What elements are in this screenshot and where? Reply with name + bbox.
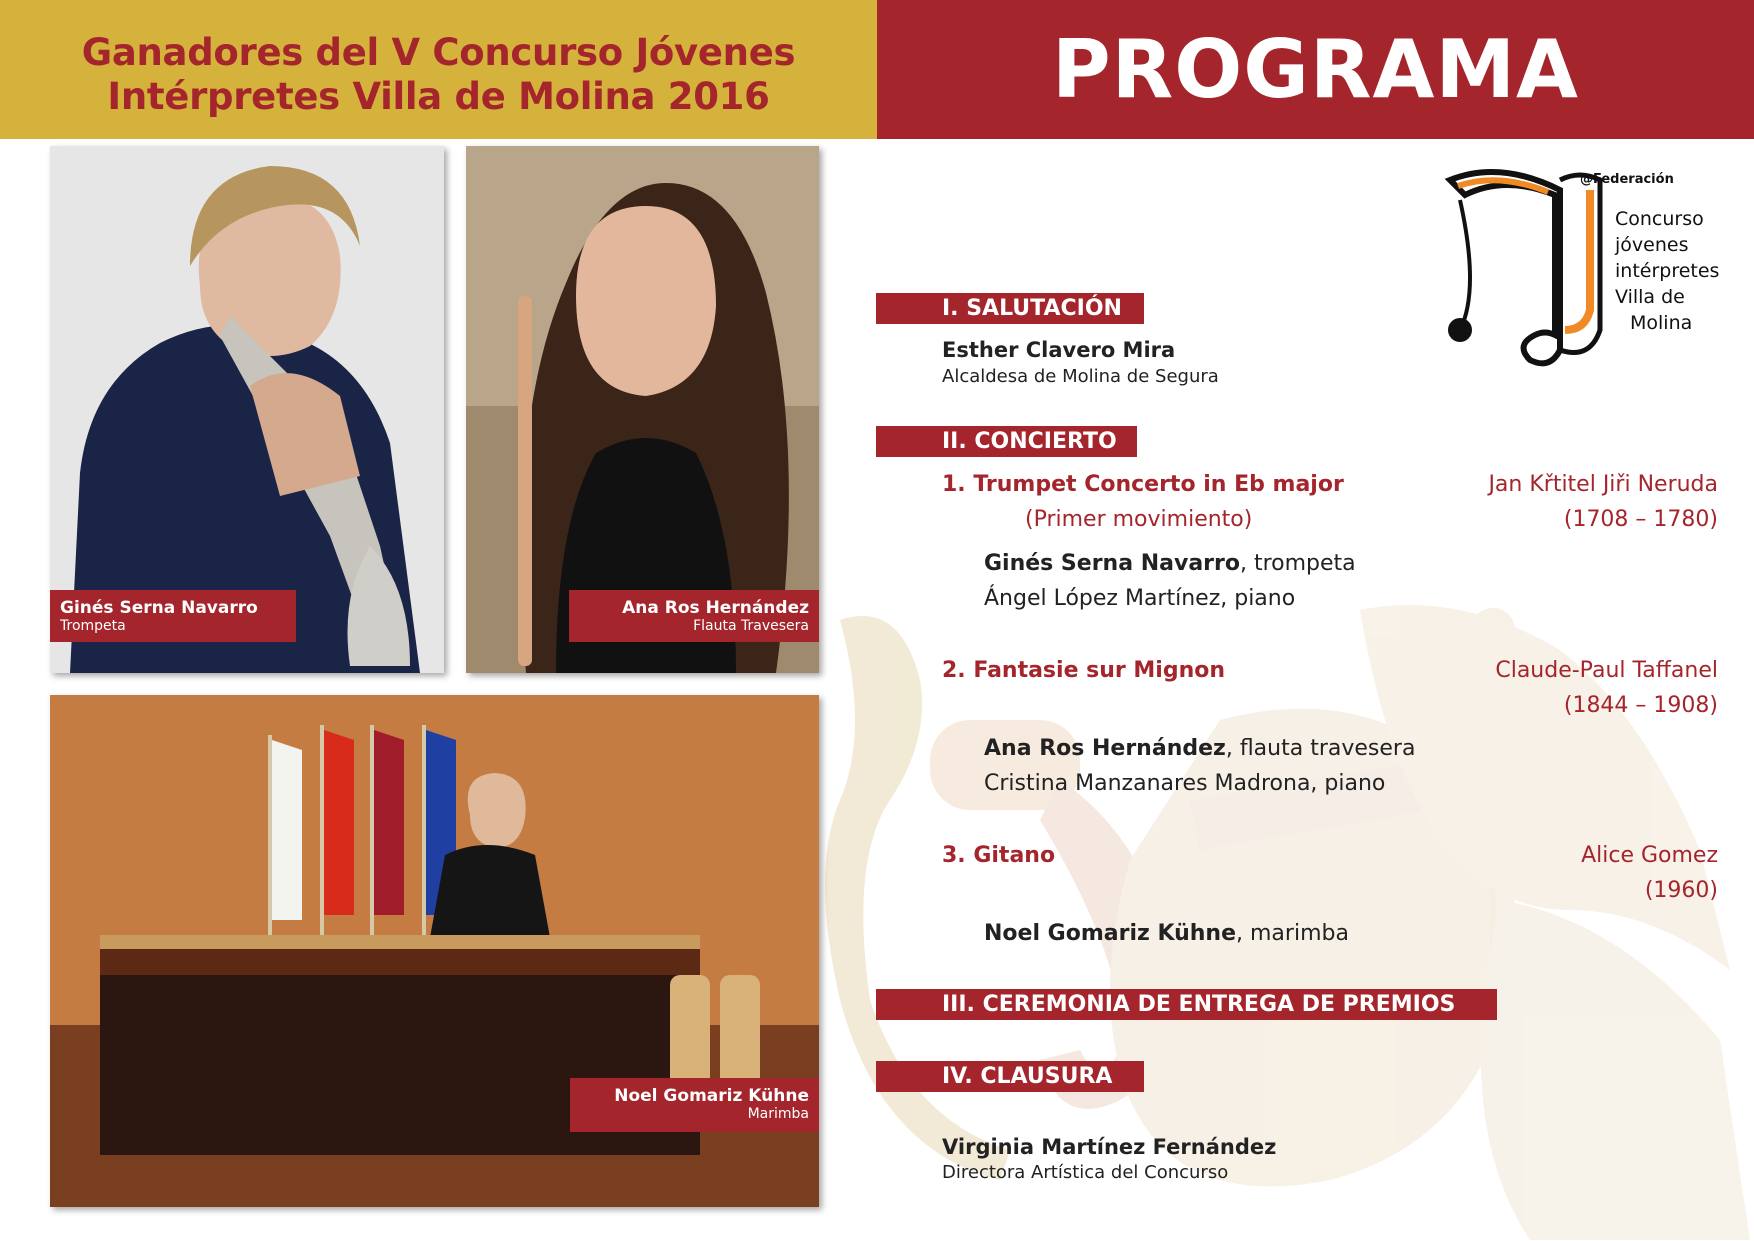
piece2-title: 2. Fantasie sur Mignon (942, 658, 1226, 683)
caption-ana (569, 590, 819, 642)
piece1-subtitle: (Primer movimiento) (1025, 507, 1253, 532)
caption-role: Trompeta (60, 618, 126, 634)
caption-name: Ginés Serna Navarro (60, 598, 258, 618)
s1-name: Esther Clavero Mira (942, 338, 1176, 362)
photo-trumpet-player (50, 146, 444, 673)
piece2-composer: Claude-Paul Taffanel (1495, 658, 1718, 683)
concurso-logo (1440, 160, 1740, 370)
piece2-years: (1844 – 1908) (1563, 693, 1718, 718)
logo-line5: Molina (1630, 312, 1693, 334)
caption-noel (570, 1078, 819, 1132)
caption-name: Ana Ros Hernández (622, 598, 809, 618)
piece3-composer: Alice Gomez (1581, 843, 1718, 868)
piece3-title: 3. Gitano (942, 843, 1056, 868)
caption-role: Marimba (747, 1106, 809, 1122)
photo-marimba-player (50, 695, 819, 1207)
piece2-performer1-name: Ana Ros Hernández (984, 736, 1226, 761)
logo-line4: Villa de (1615, 286, 1685, 308)
header-title-line2: Intérpretes Villa de Molina 2016 (107, 75, 770, 118)
piece3-performer1-name: Noel Gomariz Kühne (984, 921, 1237, 946)
header-right-band (877, 0, 1754, 139)
section-salutacion: I. SALUTACIÓN (876, 293, 1144, 324)
caption-name: Noel Gomariz Kühne (614, 1086, 809, 1106)
section-ceremonia: III. CEREMONIA DE ENTREGA DE PREMIOS (876, 989, 1497, 1020)
photo-flute-player (466, 146, 819, 673)
piece1-performer1-inst: , trompeta (1239, 551, 1356, 576)
header-title-line1: Ganadores del V Concurso Jóvenes (81, 31, 796, 74)
s1-role: Alcaldesa de Molina de Segura (942, 366, 1219, 387)
piece1-performer1-name: Ginés Serna Navarro (984, 551, 1240, 576)
header-left-band (0, 0, 877, 139)
section-concierto: II. CONCIERTO (876, 426, 1137, 457)
piece2-performer1-inst: , flauta travesera (1225, 736, 1416, 761)
piece1-years: (1708 – 1780) (1563, 507, 1718, 532)
section-clausura: IV. CLAUSURA (876, 1061, 1144, 1092)
caption-role: Flauta Travesera (693, 618, 809, 634)
programa-title: PROGRAMA (1052, 23, 1579, 116)
piece1-performer2: Ángel López Martínez, piano (984, 586, 1296, 611)
s4-name: Virginia Martínez Fernández (942, 1135, 1277, 1159)
logo-federacion: @Federación (1580, 172, 1674, 187)
piece1-title: 1. Trumpet Concerto in Eb major (942, 472, 1344, 497)
piece2-performer2: Cristina Manzanares Madrona, piano (984, 771, 1386, 796)
s4-role: Directora Artística del Concurso (942, 1162, 1229, 1183)
logo-line3: intérpretes (1615, 260, 1720, 282)
caption-gines (50, 590, 296, 642)
logo-line1: Concurso (1615, 208, 1704, 230)
piece1-composer: Jan Křtitel Jiři Neruda (1488, 472, 1718, 497)
logo-line2: jóvenes (1615, 234, 1689, 256)
piece3-years: (1960) (1644, 878, 1718, 903)
piece3-performer1-inst: , marimba (1236, 921, 1349, 946)
